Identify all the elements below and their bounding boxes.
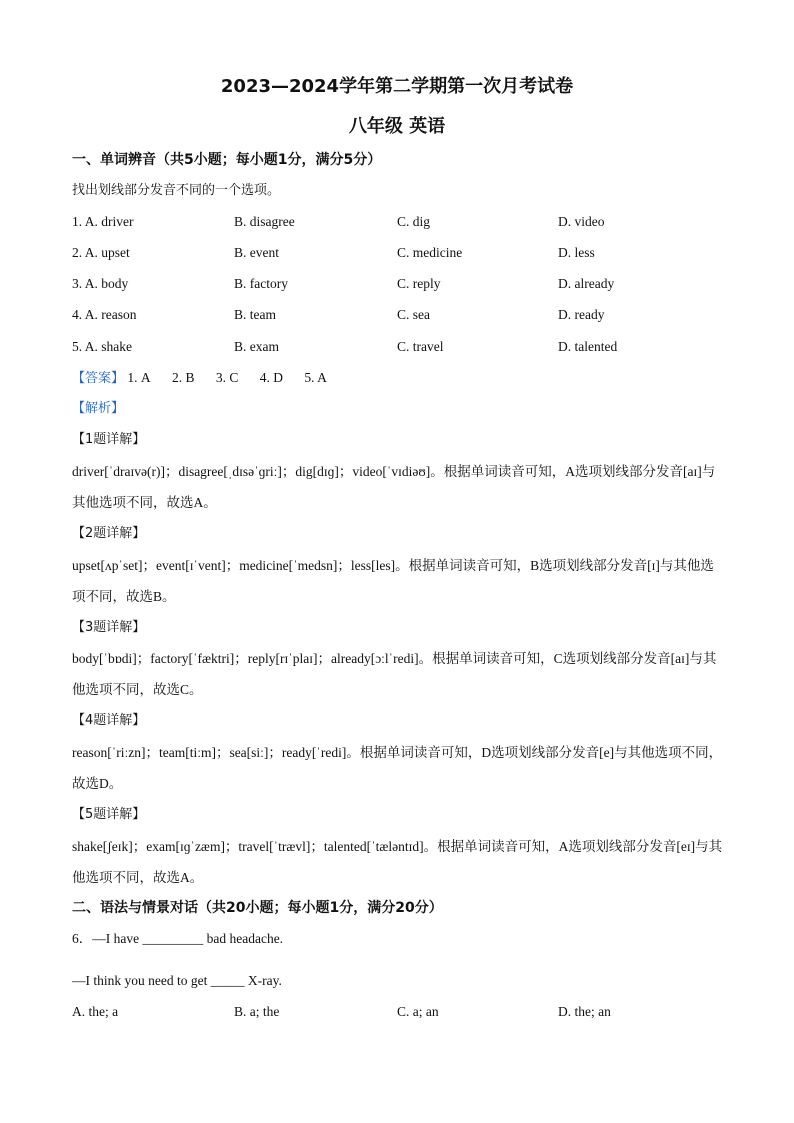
answer-4: 4. D [259, 370, 284, 385]
exam-title: 2023—2024学年第二学期第一次月考试卷 [220, 76, 574, 97]
option-b: B. exam [234, 339, 279, 354]
detail-3-text: body[ˈbɒdi]；factory[ˈfæktri]；reply[rɪˈplaɪ]；already[ɔːlˈredi]。根据单词读音可知，C选项划线部分发音[aɪ]与其他选项不同，故选C。 [72, 651, 717, 697]
option-b: B. a; the [234, 1004, 280, 1019]
option-d: D. talented [558, 339, 618, 354]
answer-3: 3. C [215, 370, 239, 385]
option-d: D. the; an [558, 1004, 611, 1019]
option-c: C. travel [397, 339, 444, 354]
option-c: C. sea [397, 307, 430, 322]
answer-1: 1. A [127, 370, 151, 385]
option-a: A. the; a [72, 1004, 119, 1019]
option-b: B. event [234, 245, 279, 260]
option-a: 4. A. reason [72, 307, 137, 322]
analysis-tag: 【解析】 [72, 401, 125, 416]
exam-subtitle: 八年级 英语 [348, 116, 446, 137]
option-a: 2. A. upset [72, 245, 130, 260]
answer-2: 2. B [172, 370, 195, 385]
answer-tag: 【答案】 [72, 371, 125, 386]
option-d: D. less [558, 245, 595, 260]
detail-1-tag: 【1题详解】 [72, 432, 146, 447]
answer-5: 5. A [304, 370, 327, 385]
option-c: C. dig [397, 214, 431, 229]
section2-heading: 二、语法与情景对话（共20小题；每小题1分，满分20分） [72, 900, 443, 916]
detail-5-tag: 【5题详解】 [72, 807, 146, 822]
option-a: 5. A. shake [72, 339, 132, 354]
option-d: D. ready [558, 307, 605, 322]
option-b: B. factory [234, 276, 288, 291]
detail-2-text: upset[ʌpˈset]；event[ɪˈvent]；medicine[ˈmedsn]；less[les]。根据单词读音可知，B选项划线部分发音[ɪ]与其他选项不同，故选B。 [72, 558, 714, 604]
question-6-line1: 6．—I have _________ bad headache. [72, 931, 284, 946]
option-b: B. disagree [234, 214, 295, 229]
option-c: C. a; an [397, 1004, 439, 1019]
detail-1-text: driver[ˈdraɪvə(r)]；disagree[ˌdɪsəˈɡriː]；dig[dɪɡ]；video[ˈvɪdiəʊ]。根据单词读音可知，A选项划线部分发音[aɪ]与其他选项不同，故选A。 [72, 464, 716, 510]
question-6-line2: —I think you need to get _____ X-ray. [72, 973, 282, 988]
detail-3-tag: 【3题详解】 [72, 620, 146, 635]
option-d: D. video [558, 214, 605, 229]
option-c: C. reply [397, 276, 441, 291]
option-a: 3. A. body [72, 276, 129, 291]
detail-2-tag: 【2题详解】 [72, 526, 146, 541]
detail-4-text: reason[ˈriːzn]；team[tiːm]；sea[siː]；ready[ˈredi]。根据单词读音可知，D选项划线部分发音[e]与其他选项不同，故选D。 [72, 745, 723, 791]
option-b: B. team [234, 307, 276, 322]
detail-5-text: shake[ʃeɪk]；exam[ɪɡˈzæm]；travel[ˈtrævl]；talented[ˈtæləntɪd]。根据单词读音可知，A选项划线部分发音[eɪ]与其他选项不同，故选A。 [72, 839, 723, 885]
option-d: D. already [558, 276, 615, 291]
option-a: 1. A. driver [72, 214, 134, 229]
section1-heading: 一、单词辨音（共5小题；每小题1分，满分5分） [72, 152, 382, 168]
detail-4-tag: 【4题详解】 [72, 713, 146, 728]
section1-instruction: 找出划线部分发音不同的一个选项。 [72, 183, 281, 198]
option-c: C. medicine [397, 245, 463, 260]
answer-line [72, 368, 732, 389]
